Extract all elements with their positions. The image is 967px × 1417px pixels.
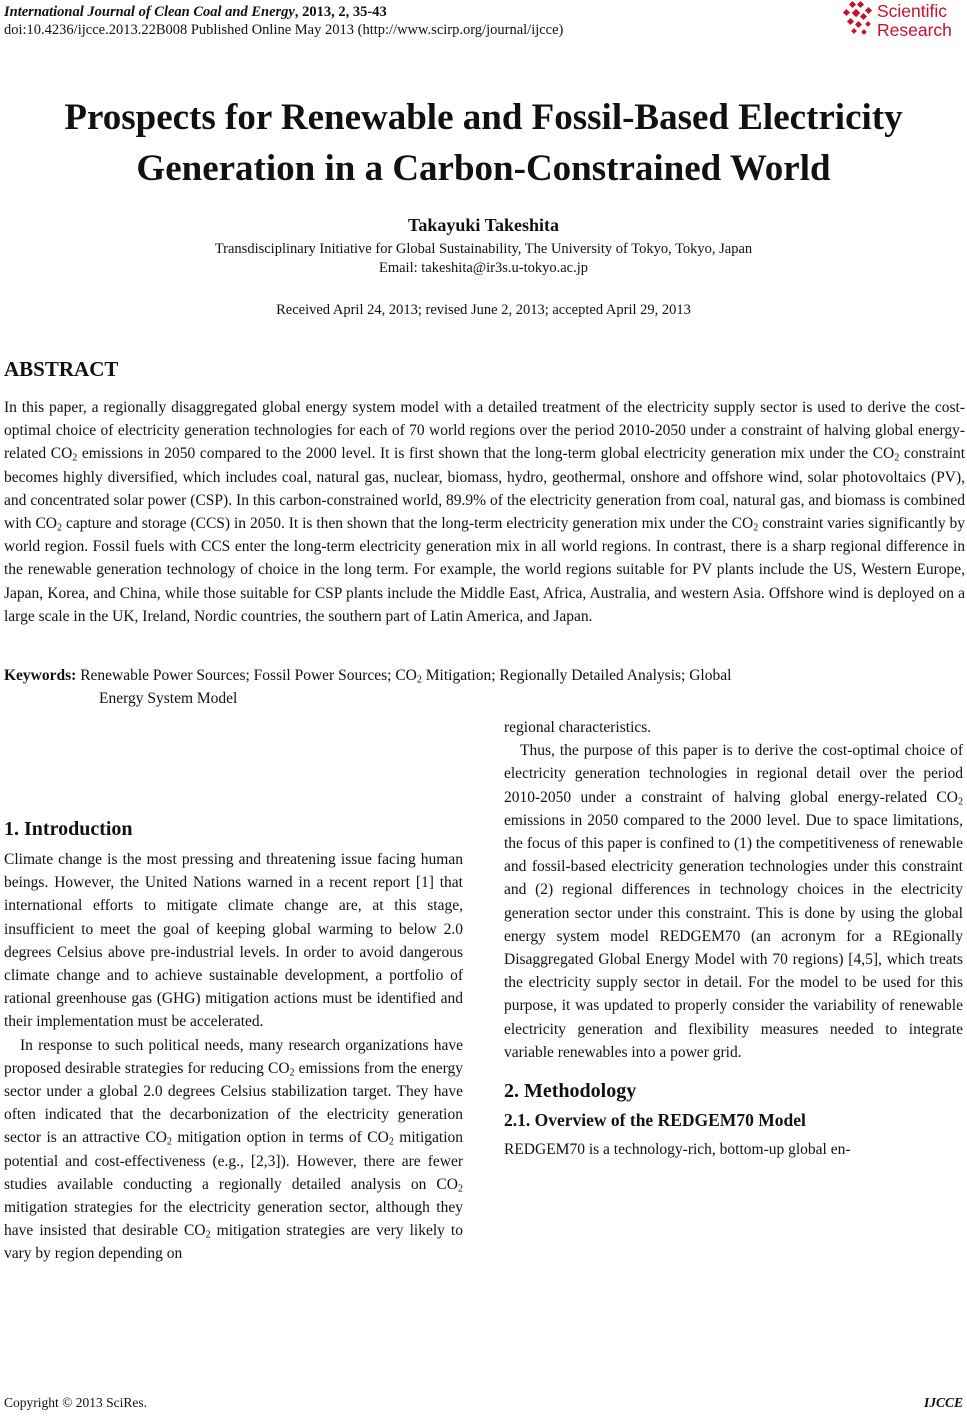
subscript: 2 [457, 1183, 463, 1195]
subscript: 2 [166, 1136, 172, 1148]
affiliation-block [0, 240, 967, 278]
keywords [4, 664, 965, 710]
abstract-part: In this paper, a regionally disaggregated global energy system model with a detailed treatment of the electricity supply sector is used to derive the cost-optimal choice of electricity generation technologies for each of 70 world regions over the period 2010-2050 under a constraint of halving global energy-related CO [4, 399, 965, 463]
affiliation: Transdisciplinary Initiative for Global Sustainability, The University of Tokyo, Tokyo, Japan [214, 241, 753, 257]
text-part: emissions in 2050 compared to the 2000 level. Due to space limitations, the focus of this paper is confined to (1) the competitiveness of renewable and fossil-based electricity generation technologies under this constraint and (2) regional differences in technology choices in the electricity generation sector under this constraint. This is done by using the global energy system model REDGEM70 (an acronym for a REgionally Disaggregated Global Energy Model with 70 regions) [4,5], which treats the electricity supply sector in detail. For the model to be used for this purpose, it was updated to properly consider the variability of renewable electricity generation and flexibility measures needed to integrate variable renewables into a power grid. [504, 811, 963, 1061]
received-dates: Received April 24, 2013; revised June 2, 2013; accepted April 29, 2013 [276, 302, 691, 318]
journal-name: International Journal of Clean Coal and Energy [4, 4, 295, 20]
keywords-part: Renewable Power Sources; Fossil Power Sources; CO [76, 667, 417, 684]
subscript: 2 [957, 796, 963, 808]
methodology-paragraph-1: REDGEM70 is a technology-rich, bottom-up global en- [504, 1141, 851, 1159]
keywords-part: Mitigation; Regionally Detailed Analysis; Global [421, 667, 732, 684]
abstract-part: constraint becomes highly diversified, which includes coal, natural gas, nuclear, biomass, hydro, geothermal, onshore and offshore wind, solar photovoltaics (PV), and concentrated solar power (CSP). In this carbon-constrained world, 89.9% of the electricity generation from coal, natural gas, and biomass is combined with CO [4, 445, 965, 533]
intro-paragraph-1: Climate change is the most pressing and threatening issue facing human beings. However, the United Nations warned in a recent report [1] that international efforts to mitigate climate change are, at this stage, insufficient to meet the goal of keeping global warming to below 2.0 degrees Celsius above pre-industrial levels. In order to avoid dangerous climate change and to achieve sustainable development, a portfolio of rational greenhouse gas (GHG) mitigation actions must be identified and their implementation must be accelerated. [4, 851, 463, 1031]
subscript: 2 [57, 522, 63, 534]
abstract-part: emissions in 2050 compared to the 2000 level. It is first shown that the long-term global electricity generation mix under the CO [77, 445, 895, 463]
doi-line: doi:10.4236/ijcce.2013.22B008 Published Online May 2013 (http://www.scirp.org/journal/ijcce) [4, 22, 564, 38]
publisher-logo [840, 0, 965, 46]
text-part: Thus, the purpose of this paper is to derive the cost-optimal choice of electricity generation technologies in regional detail over the period 2010-2050 under a constraint of halving global energy-related CO [504, 742, 963, 806]
paper-title [0, 92, 967, 194]
left-column [4, 816, 463, 1266]
subscript: 2 [205, 1229, 211, 1241]
intro-paragraph-2 [4, 1034, 463, 1266]
keywords-part: Energy System Model [99, 690, 238, 707]
logo-text-line2: Research [877, 20, 952, 40]
title-line-2: Generation in a Carbon-Constrained World [136, 148, 831, 189]
intro-paragraph-3 [504, 739, 963, 1064]
keywords-label: Keywords: [4, 667, 77, 684]
journal-volume: , 2013, 2, 35-43 [294, 4, 387, 20]
abstract-part: constraint varies significantly by world region. Fossil fuels with CCS enter the long-term electricity generation mix in all world regions. In contrast, there is a sharp regional difference in the renewable generation technology of choice in the long term. For example, the world regions suitable for PV plants include the US, Western Europe, Japan, Korea, and China, while those suitable for CSP plants include the Middle East, Africa, Australia, and western Asia. Offshore wind is deployed on a large scale in the UK, Ireland, Nordic countries, the southern part of Latin America, and Japan. [4, 515, 965, 625]
text-part: mitigation strategies for the electricity generation sector, although they have insisted that desirable CO [4, 1199, 463, 1240]
text-part: mitigation option in terms of CO [171, 1129, 389, 1147]
abstract-heading: ABSTRACT [4, 357, 119, 381]
copyright: Copyright © 2013 SciRes. [4, 1395, 148, 1410]
subscript: 2 [416, 674, 422, 686]
text-part: mitigation strategies are very likely to vary by region depending on [4, 1222, 463, 1263]
abstract-part: capture and storage (CCS) in 2050. It is then shown that the long-term electricity generation mix under the CO [62, 515, 754, 533]
subscript: 2 [894, 452, 900, 464]
journal-abbreviation: IJCCE [923, 1395, 963, 1410]
title-line-1: Prospects for Renewable and Fossil-Based Electricity [64, 97, 903, 138]
logo-mark-icon [840, 0, 876, 40]
subscript: 2 [72, 452, 78, 464]
text-part: mitigation potential and cost-effectiveness (e.g., [2,3]). However, there are fewer studies available conducting a regionally detailed analysis on CO [4, 1129, 463, 1193]
subsection-heading-overview: 2.1. Overview of the REDGEM70 Model [504, 1110, 806, 1131]
logo-text-line1: Scientific [877, 1, 948, 21]
right-column [504, 716, 963, 1161]
running-header [4, 3, 563, 39]
subscript: 2 [388, 1136, 394, 1148]
abstract-text [4, 396, 965, 628]
text-part: emissions from the energy sector under a global 2.0 degrees Celsius stabilization target. They have often indicated that the decarbonization of the electricity generation sector is an attractive CO [4, 1059, 463, 1147]
section-heading-methodology: 2. Methodology [504, 1080, 637, 1103]
section-heading-introduction: 1. Introduction [4, 818, 133, 840]
subscript: 2 [289, 1067, 295, 1079]
author-name: Takayuki Takeshita [408, 215, 559, 235]
subscript: 2 [753, 522, 759, 534]
text-part: In response to such political needs, many research organizations have proposed desirable strategies for reducing CO [4, 1036, 463, 1077]
email: Email: takeshita@ir3s.u-tokyo.ac.jp [378, 260, 589, 276]
intro-continuation: regional characteristics. [504, 719, 652, 736]
